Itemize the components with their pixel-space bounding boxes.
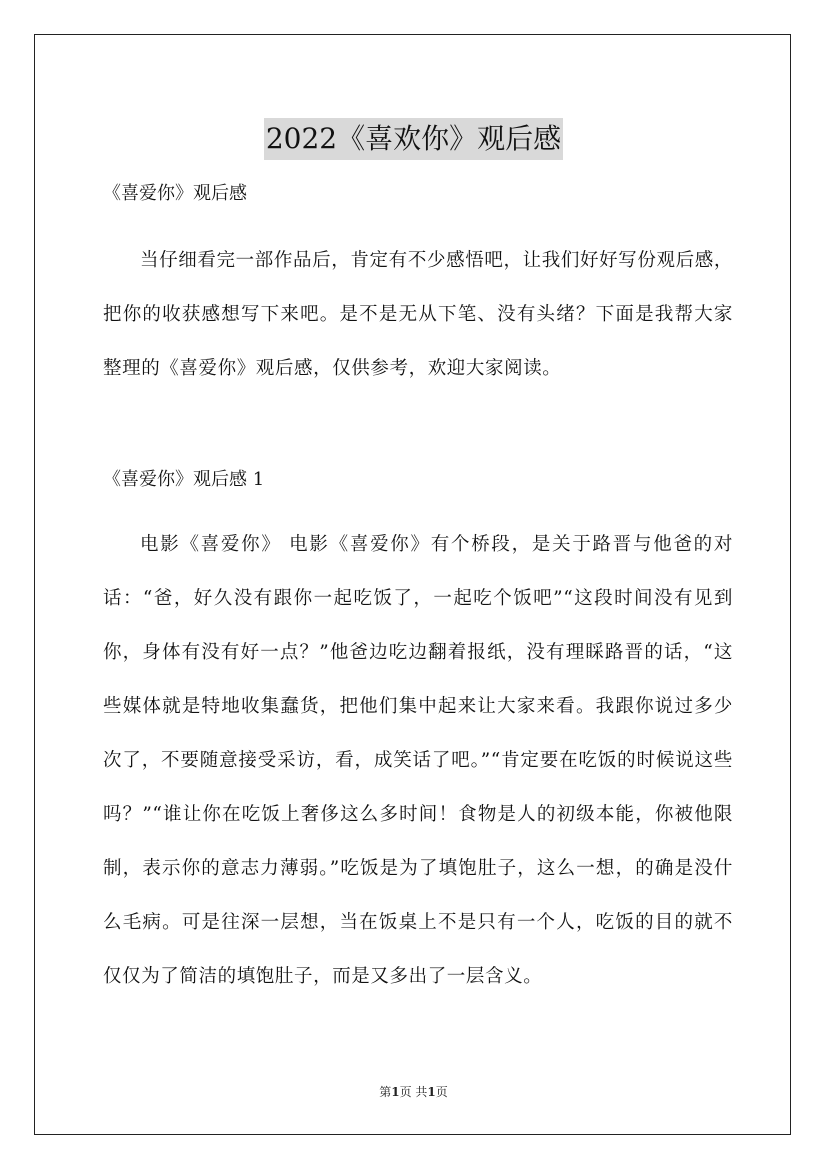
footer-page-prefix: 第 xyxy=(379,1085,392,1099)
document-title: 2022《喜欢你》观后感 xyxy=(264,118,563,160)
section-paragraph: 电影《喜爱你》 电影《喜爱你》有个桥段，是关于路晋与他爸的对话：“爸，好久没有跟你一起吃饭了，一起吃个饭吧”“这段时间没有见到你，身体有没有好一点？”他爸边吃边翻着报纸，没有理睬路晋的话，“这些媒体就是特地收集蠢货，把他们集中起来让大家来看。我跟你说过多少次了，不要随意接受采访，看，成笑话了吧。”“肯定要在吃饭的时候说这些吗？”“谁让你在吃饭上奢侈这么多时间！食物是人的初级本能，你被他限制，表示你的意志力薄弱。”吃饭是为了填饱肚子，这么一想，的确是没什么毛病。可是往深一层想，当在饭桌上不是只有一个人，吃饭的目的就不仅仅为了简洁的填饱肚子，而是又多出了一层含义。 xyxy=(103,534,733,987)
footer-page-suffix: 页 xyxy=(435,1085,448,1099)
footer-page-current: 1 xyxy=(391,1085,400,1099)
footer-page-mid: 页 共 xyxy=(399,1085,428,1099)
section-heading: 《喜爱你》观后感 1 xyxy=(103,469,265,490)
document-subheading: 《喜爱你》观后感 xyxy=(103,183,247,204)
title-container xyxy=(0,99,827,179)
intro-paragraph: 当仔细看完一部作品后，肯定有不少感悟吧，让我们好好写份观后感，把你的收获感想写下来吧。是不是无从下笔、没有头绪？下面是我帮大家整理的《喜爱你》观后感，仅供参考，欢迎大家阅读。 xyxy=(103,250,733,379)
footer-page-total: 1 xyxy=(427,1085,436,1099)
document-body xyxy=(103,176,733,1004)
page-footer xyxy=(0,1083,827,1100)
